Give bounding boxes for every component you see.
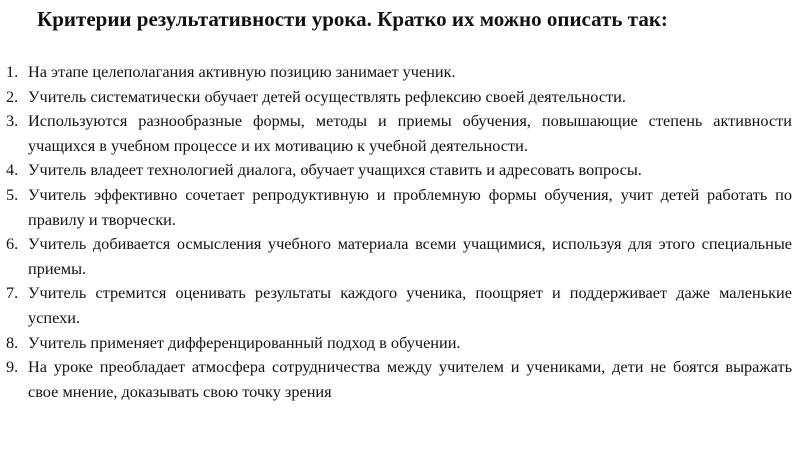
item-text: Учитель добивается осмысления учебного материала всеми учащимися, используя для этого специальные приемы. [28,234,792,278]
item-number: 5. [6,184,19,204]
item-text: Учитель стремится оценивать результаты каждого ученика, поощряет и поддерживает даже маленькие успехи. [28,283,792,327]
item-number: 4. [6,160,19,180]
item-number: 8. [6,332,19,352]
item-number: 9. [6,357,19,377]
item-number: 2. [6,86,19,106]
item-number: 7. [6,283,19,303]
item-number: 6. [6,234,19,254]
list-item [6,355,792,404]
item-text: На уроке преобладает атмосфера сотрудничества между учителем и учениками, дети не боятся выражать свое мнение, доказывать свою точку зрения [28,357,792,401]
list-item [6,232,792,281]
list-item [6,85,792,110]
item-text: Учитель применяет дифференцированный подход в обучении. [28,332,461,352]
list-item [6,158,792,183]
list-item [6,281,792,330]
item-text: Учитель владеет технологией диалога, обучает учащихся ставить и адресовать вопросы. [28,160,642,180]
list-item [6,60,792,85]
list-item [6,183,792,232]
criteria-list [6,60,792,404]
item-text: Используются разнообразные формы, методы и приемы обучения, повышающие степень активности учащихся в учебном процессе и их мотивацию к учебной деятельности. [28,111,792,155]
item-number: 3. [6,111,19,131]
item-number: 1. [6,62,19,81]
slide-title: Критерии результативности урока. Кратко их можно описать так: [37,7,668,31]
item-text: Учитель эффективно сочетает репродуктивную и проблемную формы обучения, учит детей работать по правилу и творчески. [28,184,792,229]
list-item [6,109,792,158]
item-text: Учитель систематически обучает детей осуществлять рефлексию своей деятельности. [28,86,626,106]
list-item [6,331,792,356]
item-text: На этапе целеполагания активную позицию занимает ученик. [28,62,456,81]
